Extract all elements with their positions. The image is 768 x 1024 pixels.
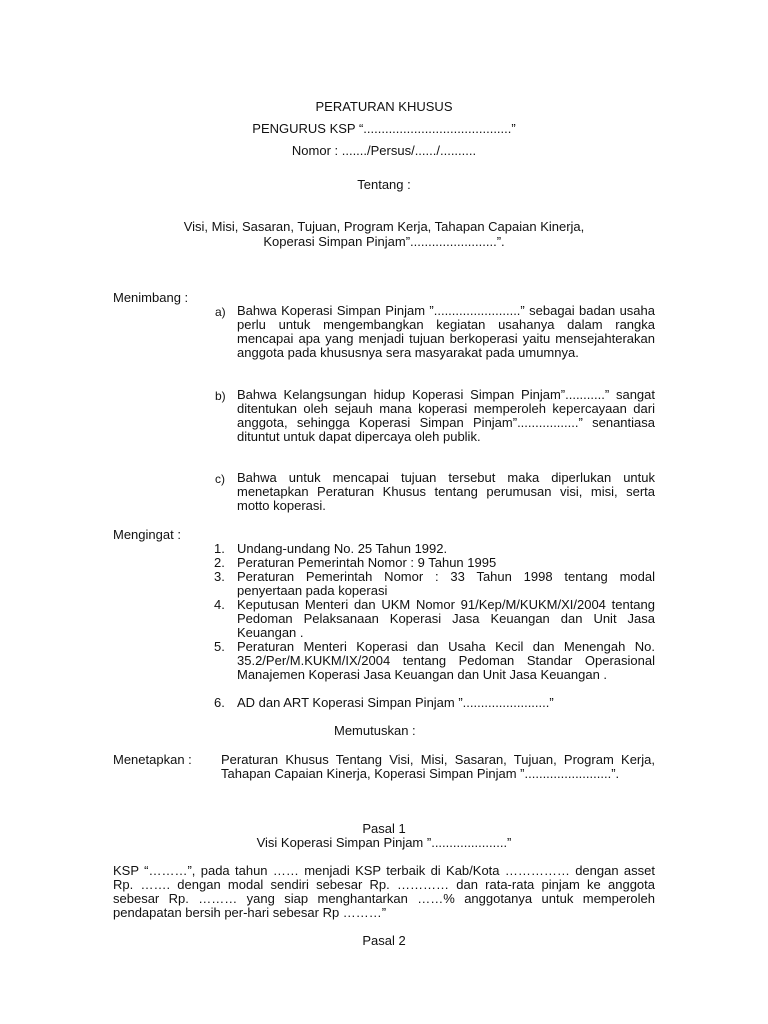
mengingat-item-2: Peraturan Pemerintah Nomor : 9 Tahun 1995 [237, 555, 497, 570]
mengingat-marker-4: 4. [214, 597, 225, 612]
mengingat-marker-2: 2. [214, 555, 225, 570]
mengingat-marker-6: 6. [214, 695, 225, 710]
pasal-1-body: KSP “………”, pada tahun …… menjadi KSP terbaik di Kab/Kota …………… dengan asset Rp. ……. dengan modal sendiri sebesar Rp. ………… dan rata-rata pinjam ke anggota sebesar Rp. ……… yang siap menghantarkan ……% anggotanya untuk memperoleh pendapatan bersih per-hari sebesar Rp ………” [113, 863, 655, 920]
mengingat-item-4: Keputusan Menteri dan UKM Nomor 91/Kep/M/KUKM/XI/2004 tentang Pedoman Pelaksanaan Koperasi Jasa Keuangan dan Unit Jasa Keuangan . [237, 597, 655, 640]
mengingat-label: Mengingat : [113, 527, 181, 542]
mengingat-marker-1: 1. [214, 541, 225, 556]
mengingat-item-5: Peraturan Menteri Koperasi dan Usaha Kecil dan Menengah No. 35.2/Per/M.KUKM/IX/2004 tentang Pedoman Standar Operasional Manajemen Koperasi Jasa Keuangan dan Unit Jasa Keuangan . [237, 639, 655, 682]
menimbang-label: Menimbang : [113, 290, 189, 305]
issuer-line: PENGURUS KSP “.........................................” [252, 121, 516, 136]
mengingat-marker-5: 5. [214, 639, 225, 654]
menimbang-item-c: Bahwa untuk mencapai tujuan tersebut maka diperlukan untuk menetapkan Peraturan Khusus tentang perumusan visi, misi, serta motto koperasi. [237, 470, 655, 513]
pasal-1-subheading: Visi Koperasi Simpan Pinjam ”.....................” [256, 835, 512, 850]
subject-line-2: Koperasi Simpan Pinjam”........................”. [263, 234, 505, 249]
menimbang-marker-a: a) [215, 305, 226, 319]
mengingat-marker-3: 3. [214, 569, 225, 584]
subject-line-1: Visi, Misi, Sasaran, Tujuan, Program Kerja, Tahapan Capaian Kinerja, [183, 219, 585, 234]
memutuskan-label: Memutuskan : [334, 723, 416, 738]
mengingat-item-3: Peraturan Pemerintah Nomor : 33 Tahun 1998 tentang modal penyertaan pada koperasi [237, 569, 655, 598]
mengingat-item-1: Undang-undang No. 25 Tahun 1992. [237, 541, 448, 556]
pasal-1-heading: Pasal 1 [362, 821, 406, 836]
menimbang-item-a: Bahwa Koperasi Simpan Pinjam ”........................” sebagai badan usaha perlu untuk mengembangkan kegiatan usahanya dalam rangka mencapai apa yang menjadi tujuan berkoperasi yaitu mensejahterakan anggota pada khususnya sera masyarakat pada umumnya. [237, 303, 655, 360]
pasal-2-heading: Pasal 2 [362, 933, 406, 948]
menetapkan-label: Menetapkan : [113, 752, 192, 767]
document-number: Nomor : ......./Persus/....../.......... [291, 143, 477, 158]
mengingat-item-6: AD dan ART Koperasi Simpan Pinjam ”........................” [237, 695, 554, 710]
menimbang-marker-b: b) [215, 389, 226, 403]
tentang-label: Tentang : [357, 177, 411, 192]
menimbang-marker-c: c) [215, 472, 225, 486]
document-title: PERATURAN KHUSUS [315, 99, 453, 114]
menimbang-item-b: Bahwa Kelangsungan hidup Koperasi Simpan Pinjam”...........” sangat ditentukan oleh sejauh mana koperasi memperoleh kepercayaan dari anggota, sehingga Koperasi Simpan Pinjam”.................” senantiasa dituntut untuk dapat dipercaya oleh publik. [237, 387, 655, 444]
menetapkan-text: Peraturan Khusus Tentang Visi, Misi, Sasaran, Tujuan, Program Kerja, Tahapan Capaian Kinerja, Koperasi Simpan Pinjam ”........................”. [221, 752, 655, 781]
